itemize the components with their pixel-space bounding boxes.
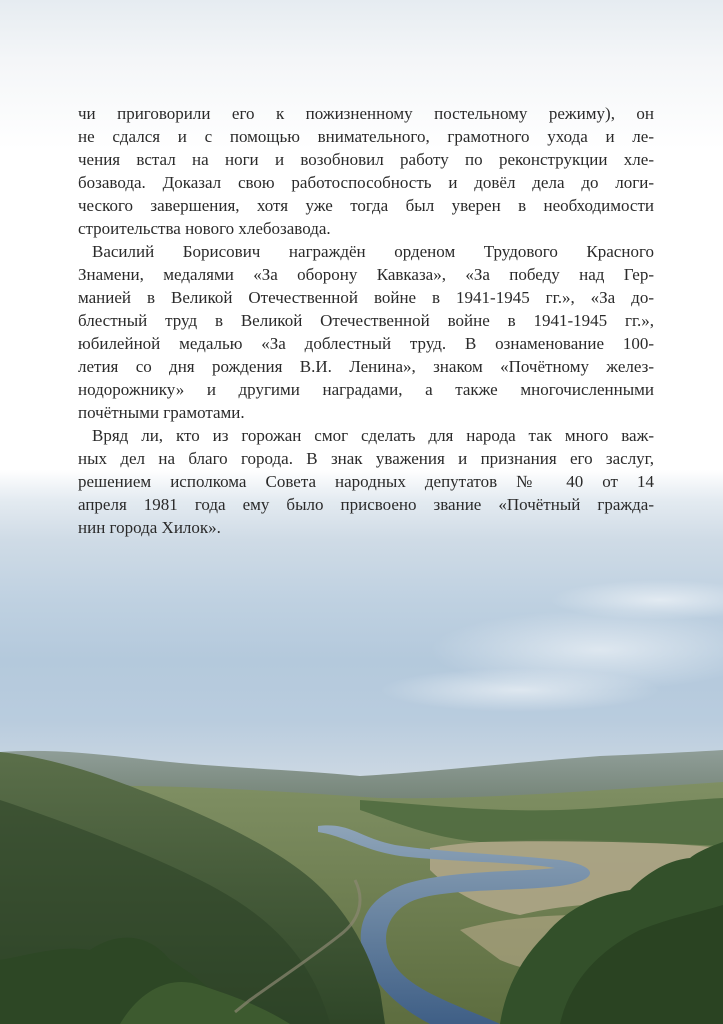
text-line: блестный труд в Великой Отечественной войне в 1941-1945 гг.», <box>78 311 654 330</box>
text-line: нодорожнику» и другими наградами, а также многочисленными <box>78 380 654 399</box>
body-text <box>78 102 654 539</box>
paragraph-2 <box>78 240 654 424</box>
text-line: Василий Борисович награждён орденом Трудового Красного <box>92 242 654 261</box>
text-line: летия со дня рождения В.И. Ленина», знаком «Почётному желез- <box>78 357 654 376</box>
text-line: Знамени, медалями «За оборону Кавказа», «За победу над Гер- <box>78 265 654 284</box>
text-line: не сдался и с помощью внимательного, грамотного ухода и ле- <box>78 127 654 146</box>
paragraph-3 <box>78 424 654 539</box>
cloud-wisp <box>380 668 660 712</box>
text-line: манией в Великой Отечественной войне в 1941-1945 гг.», «За до- <box>78 288 654 307</box>
text-line: апреля 1981 года ему было присвоено звание «Почётный гражда- <box>78 495 654 514</box>
text-line: строительства нового хлебозавода. <box>78 219 331 238</box>
text-line: ных дел на благо города. В знак уважения и признания его заслуг, <box>78 449 654 468</box>
text-line: бозавода. Доказал свою работоспособность и довёл дела до логи- <box>78 173 654 192</box>
text-line: решением исполкома Совета народных депутатов № 40 от 14 <box>78 472 654 491</box>
text-line: Вряд ли, кто из горожан смог сделать для народа так много важ- <box>92 426 654 445</box>
text-line: ческого завершения, хотя уже тогда был уверен в необходимости <box>78 196 654 215</box>
text-line: почётными грамотами. <box>78 403 245 422</box>
text-line: чи приговорили его к пожизненному постельному режиму), он <box>78 104 654 123</box>
text-line: юбилейной медалью «За доблестный труд. В ознаменование 100- <box>78 334 654 353</box>
text-line: нин города Хилок». <box>78 518 221 537</box>
paragraph-1 <box>78 102 654 240</box>
text-line: чения встал на ноги и возобновил работу по реконструкции хле- <box>78 150 654 169</box>
